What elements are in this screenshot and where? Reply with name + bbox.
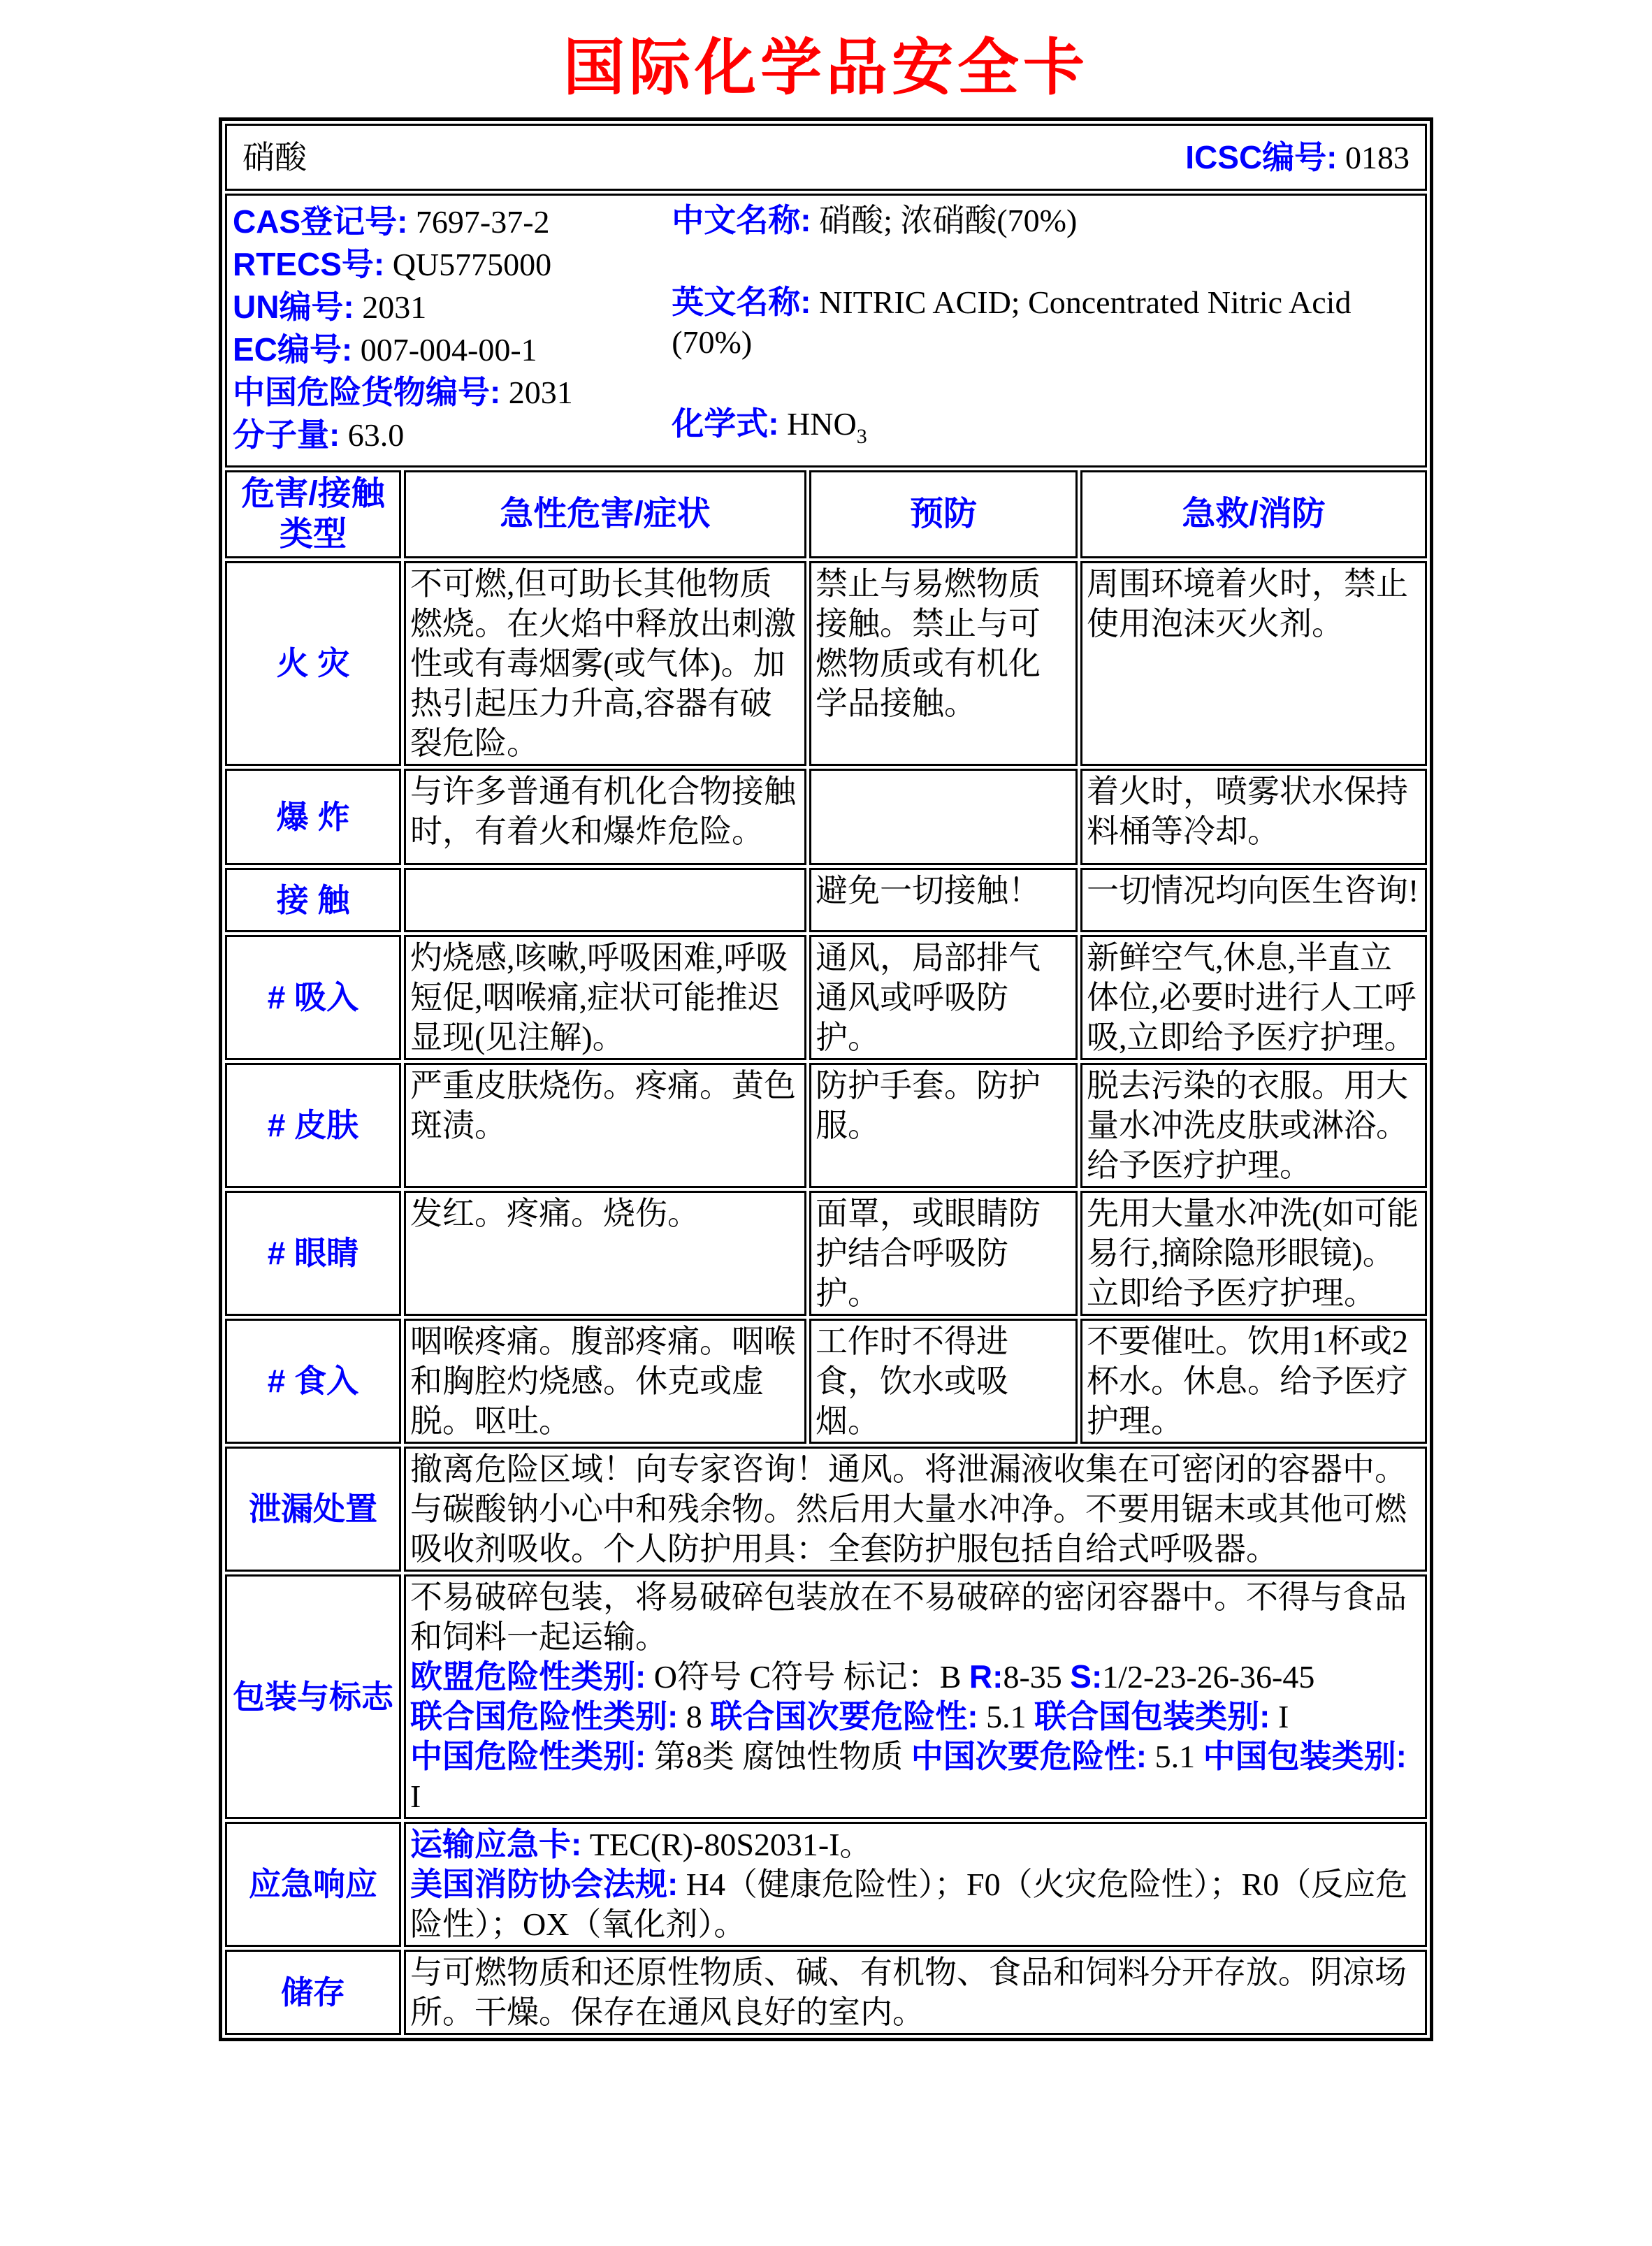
ingestion-prevention: 工作时不得进食，饮水或吸烟。: [809, 1319, 1078, 1444]
page-title: 国际化学品安全卡: [563, 31, 1089, 103]
contact-symptoms: [404, 868, 806, 932]
cn-packgroup-label: 中国包装类别:: [1203, 1738, 1407, 1774]
hazard-row-contact: [225, 868, 1427, 932]
eu-r-phrase-label: R:: [969, 1658, 1003, 1695]
spill-row: [225, 1447, 1427, 1572]
cas-number-value: 7697-37-2: [415, 204, 550, 240]
header-first-aid: 急救/消防: [1080, 470, 1427, 558]
spill-label: 泄漏处置: [225, 1447, 401, 1572]
ingestion-symptoms: 咽喉疼痛。腹部疼痛。咽喉和胸腔灼烧感。休克或虚脱。呕吐。: [404, 1319, 806, 1444]
cn-packgroup-value: I: [410, 1778, 421, 1814]
skin-prevention: 防护手套。防护服。: [809, 1063, 1078, 1188]
hazard-row-explosion: [225, 769, 1427, 865]
china-dg-number-label: 中国危险货物编号:: [232, 374, 501, 410]
un-subrisk-label: 联合国次要危险性:: [710, 1698, 978, 1734]
nfpa-value: H4（健康危险性）；F0（火灾危险性）；R0（反应危险性）；OX（氧化剂）。: [410, 1867, 1408, 1942]
eyes-label: # 眼睛: [225, 1191, 401, 1316]
identification-cell: [225, 194, 1427, 468]
un-hazard-line: [410, 1697, 1421, 1737]
ec-number-label: EC编号:: [232, 331, 353, 368]
formula-subscript: 3: [856, 425, 867, 448]
contact-label: 接 触: [225, 868, 401, 932]
ingestion-aid: 不要催吐。饮用1杯或2杯水。休息。给予医疗护理。: [1080, 1319, 1427, 1444]
icsc-card: [219, 117, 1433, 2041]
identification-row: [225, 194, 1427, 468]
packaging-content: [404, 1574, 1427, 1819]
icsc-number: [1185, 138, 1410, 177]
packaging-label: 包装与标志: [225, 1574, 401, 1819]
storage-label: 储存: [225, 1950, 401, 2035]
contact-aid: 一切情况均向医生咨询!: [1080, 868, 1427, 932]
chinese-name-row: [672, 201, 1419, 240]
inhalation-aid: 新鲜空气,休息,半直立体位,必要时进行人工呼吸,立即给予医疗护理。: [1080, 935, 1427, 1060]
substance-name: 硝酸: [242, 139, 307, 175]
card-header-cell: [225, 124, 1427, 191]
skin-label: # 皮肤: [225, 1063, 401, 1188]
un-number-row: [233, 286, 672, 328]
un-class-value: 8: [678, 1699, 711, 1734]
eu-s-phrase-value: 1/2-23-26-36-45: [1102, 1659, 1315, 1695]
hazard-row-eyes: [225, 1191, 1427, 1316]
english-name-value: NITRIC ACID; Concentrated Nitric Acid (70%): [672, 284, 1352, 360]
cn-class-label: 中国危险性类别:: [410, 1738, 646, 1774]
skin-symptoms: 严重皮肤烧伤。疼痛。黄色斑渍。: [404, 1063, 806, 1188]
emergency-content: [404, 1822, 1427, 1947]
molecular-weight-value: 63.0: [347, 417, 405, 453]
identification-right-column: [672, 201, 1419, 456]
eu-r-phrase-value: 8-35: [1003, 1659, 1071, 1695]
hazard-row-skin: [225, 1063, 1427, 1188]
china-dg-number-value: 2031: [508, 375, 573, 410]
card-header-row: [225, 124, 1427, 191]
cn-hazard-line: [410, 1737, 1421, 1816]
header-symptoms: 急性危害/症状: [404, 470, 806, 558]
storage-text: 与可燃物质和还原性物质、碱、有机物、食品和饲料分开存放。阴凉场所。干燥。保存在通风良好的室内。: [404, 1950, 1427, 2035]
hazard-header-row: [225, 470, 1427, 558]
formula-value: [787, 406, 867, 448]
fire-prevention: 禁止与易燃物质接触。禁止与可燃物质或有机化学品接触。: [809, 561, 1078, 766]
english-name-label: 英文名称:: [672, 284, 811, 320]
formula-base: HNO: [787, 406, 857, 442]
icsc-number-label: ICSC编号:: [1185, 138, 1338, 175]
un-number-label: UN编号:: [232, 289, 354, 325]
explosion-label: 爆 炸: [225, 769, 401, 865]
eyes-symptoms: 发红。疼痛。烧伤。: [404, 1191, 806, 1316]
hazard-row-fire: [225, 561, 1427, 766]
cn-subrisk-label: 中国次要危险性:: [911, 1738, 1147, 1774]
ec-number-row: [233, 328, 672, 371]
fire-symptoms: 不可燃,但可助长其他物质燃烧。在火焰中释放出刺激性或有毒烟雾(或气体)。加热引起压力升高,容器有破裂危险。: [404, 561, 806, 766]
identification-left-column: [233, 201, 672, 456]
hazard-row-inhalation: [225, 935, 1427, 1060]
fire-label: 火 灾: [225, 561, 401, 766]
fire-aid: 周围环境着火时，禁止使用泡沫灭火剂。: [1080, 561, 1427, 766]
eu-hazard-line: [410, 1657, 1421, 1697]
inhalation-prevention: 通风，局部排气通风或呼吸防护。: [809, 935, 1078, 1060]
eyes-aid: 先用大量水冲洗(如可能易行,摘除隐形眼镜)。立即给予医疗护理。: [1080, 1191, 1427, 1316]
inhalation-label: # 吸入: [225, 935, 401, 1060]
nfpa-label: 美国消防协会法规:: [410, 1866, 679, 1902]
ingestion-label: # 食入: [225, 1319, 401, 1444]
cn-subrisk-value: 5.1: [1147, 1739, 1203, 1774]
formula-label: 化学式:: [672, 405, 779, 442]
header-hazard-type: [225, 470, 401, 558]
eu-symbols-value: O符号 C符号 标记：B: [646, 1659, 969, 1695]
header-hazard-type-line1: 危害/接触: [241, 475, 385, 512]
contact-prevention: 避免一切接触！: [809, 868, 1078, 932]
china-dg-number-row: [233, 371, 672, 414]
spill-text: 撤离危险区域！向专家咨询！通风。将泄漏液收集在可密闭的容器中。与碳酸钠小心中和残余物。然后用大量水冲净。不要用锯末或其他可燃吸收剂吸收。个人防护用具：全套防护服包括自给式呼吸器。: [404, 1447, 1427, 1572]
un-packgroup-value: I: [1270, 1699, 1289, 1734]
emergency-row: [225, 1822, 1427, 1947]
skin-aid: 脱去污染的衣服。用大量水冲洗皮肤或淋浴。给予医疗护理。: [1080, 1063, 1427, 1188]
packaging-row: [225, 1574, 1427, 1819]
storage-row: [225, 1950, 1427, 2035]
rtecs-number-row: [233, 243, 672, 286]
ec-number-value: 007-004-00-1: [360, 332, 537, 368]
terc-label: 运输应急卡:: [410, 1826, 582, 1862]
packaging-intro: 不易破碎包装，将易破碎包装放在不易破碎的密闭容器中。不得与食品和饲料一起运输。: [410, 1579, 1407, 1655]
explosion-prevention: [809, 769, 1078, 865]
formula-row: [672, 404, 1419, 456]
eu-class-label: 欧盟危险性类别:: [410, 1658, 646, 1695]
cn-class-value: 第8类 腐蚀性物质: [646, 1739, 911, 1774]
rtecs-number-value: QU5775000: [392, 247, 552, 282]
un-subrisk-value: 5.1: [978, 1699, 1035, 1734]
emergency-label: 应急响应: [225, 1822, 401, 1947]
header-hazard-type-line2: 类型: [279, 516, 347, 553]
chinese-name-value: 硝酸; 浓硝酸(70%): [819, 203, 1078, 238]
rtecs-number-label: RTECS号:: [232, 246, 385, 282]
un-class-label: 联合国危险性类别:: [410, 1698, 679, 1734]
cas-number-row: [233, 201, 672, 243]
molecular-weight-label: 分子量:: [232, 416, 340, 453]
icsc-number-value: 0183: [1345, 139, 1410, 175]
molecular-weight-row: [233, 414, 672, 456]
explosion-symptoms: 与许多普通有机化合物接触时，有着火和爆炸危险。: [404, 769, 806, 865]
explosion-aid: 着火时，喷雾状水保持料桶等冷却。: [1080, 769, 1427, 865]
eyes-prevention: 面罩，或眼睛防护结合呼吸防护。: [809, 1191, 1078, 1316]
nfpa-line: [410, 1864, 1421, 1944]
un-packgroup-label: 联合国包装类别:: [1034, 1698, 1270, 1734]
transport-emergency-card-line: [410, 1825, 1421, 1864]
eu-s-phrase-label: S:: [1070, 1658, 1103, 1695]
english-name-row: [672, 282, 1419, 362]
hazard-row-ingestion: [225, 1319, 1427, 1444]
terc-value: TEC(R)-80S2031-I。: [581, 1827, 872, 1862]
un-number-value: 2031: [362, 289, 427, 325]
header-prevention: 预防: [809, 470, 1078, 558]
inhalation-symptoms: 灼烧感,咳嗽,呼吸困难,呼吸短促,咽喉痛,症状可能推迟显现(见注解)。: [404, 935, 806, 1060]
cas-number-label: CAS登记号:: [232, 203, 408, 240]
chinese-name-label: 中文名称:: [672, 202, 811, 238]
